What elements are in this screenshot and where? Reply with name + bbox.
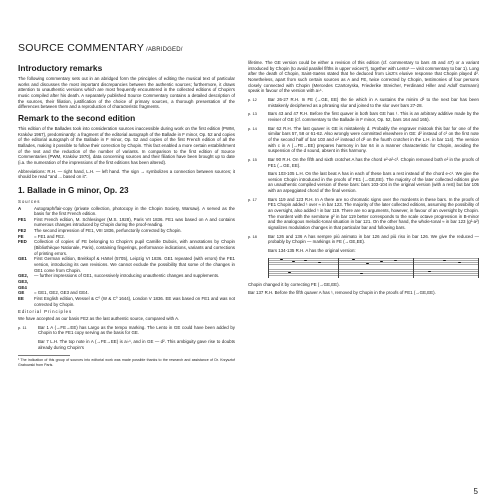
- source-key: A: [18, 205, 22, 211]
- entry-text: Bar 126 and 136 A has sempre più animato in bar 126 and più riso in bar 126. We give the reduced — probably by Chopin — markings in FE (→GE,EE).: [268, 233, 479, 245]
- ballade-heading: 1. Ballade in G minor, Op. 23: [18, 185, 129, 195]
- music-caption: Chopin changed it by correcting FE (→GE,EE).: [248, 281, 340, 287]
- source-text: Autograph/fair-copy (private collection, photocopy in the Chopin Society, Warsaw). A served as the basis for the first French edition.: [34, 205, 235, 217]
- commentary-entry: [248, 171, 479, 194]
- source-key: GE2, GE3, GE4: [18, 273, 29, 290]
- commentary-entry: [248, 97, 479, 108]
- commentary-entry: [248, 111, 479, 122]
- intro-paragraph-2: This edition of the Ballades took into consideration sources inaccessible during work on the first edition (PWM, Kraków 1967), predominantly: a fragment of the editorial autograph of the Ballade in F minor, Op. 52 and copies of the editorial autograph of the Ballade in F minor, Op. 52 and copies of the first French edition of all the Ballades, making it possible to follow their correction by Chopin. This fact enabled a more certain establishment of the text and the reduction of the number of variants. In comparison to the first edition of Source Commentaries (PWM, Kraków 1970), data concerning sources and their filiation have been brought up to date (i.a. the numeration of the impressions of the first editions has been altered).: [18, 125, 235, 165]
- sources-list: [18, 206, 235, 308]
- footnote-rule: [18, 355, 70, 356]
- page-reference: p. 14: [248, 125, 257, 131]
- entry-text: Bar 26-27 R.H. In FE (→GE, EE) the tie which in A sustains the minim d² to the next bar has been mistakenly deciphered as a phrasing slur and joined to the slur over bars 27-28.: [268, 96, 479, 108]
- right-column: [248, 60, 479, 299]
- source-text: = FE1 and FE2.: [34, 233, 65, 239]
- source-key: EE: [18, 296, 24, 301]
- source-text: — further impressions of GE1, successively introducing unauthentic changes and supplements.: [34, 273, 220, 279]
- music-staff-treble: [268, 258, 479, 267]
- source-text: First German edition, Breitkopf & Härtel (5705), Leipzig VI 1836. GE1 repeated (with errors) the FE1 version, introducing its own revisions. We cannot exclude the possibility that some of the changes in GE1 come from Chopin.: [34, 256, 235, 273]
- title-subtitle: /ABRIDGED/: [144, 47, 183, 53]
- right-intro-paragraph: lifetime. The GE version could be either a revision of this edition (cf. commentary to bars 45 and 47) or a variant introduced by Chopin (to avoid parallel fifths in upper voices?), together with Lento¹ — visit commentary to bar 1). Long after the death of Chopin, Saint-Saëns stated that he deduced from Liszt's elusive response that Chopin played d². Nonetheless, apart from such certain sources as A and FE, twice corrected by Chopin, testimonies of four persons closely connected with Chopin (Mercedes Czartoryska, Friederike Streicher, Ferdinand Hiller and Adolf Gutmann) speak in favour of the version with a♭¹.: [248, 60, 479, 94]
- source-key: GE: [18, 290, 25, 296]
- entry-text: Bar 62 R.H. The last quaver is GE is mistakenly d. Probably the engraver mistook this bar for one of the similar bars 57, 58 or 61-62. Also wrongly were committed elsewhere in GE: d² instead of c² on the first note of the second half of bar 103 and e² instead of d² on the fourth crotchet in the L.H. in bar 114). The version with c in A (→FE→EE) prepares harmony in bar 64 in a manner characteristic for Chopin, avoiding the suspension of the d sound, absent in this harmony.: [268, 125, 479, 154]
- editorial-text: We have accepted as our basis FE2 as the last authentic source, compared with A.: [18, 315, 180, 321]
- commentary-entry: [18, 325, 235, 336]
- source-key: FED: [18, 239, 27, 245]
- source-key: FE2: [18, 228, 27, 234]
- source-text: First French edition, M. Schlesinger (M.S. 1928), Paris VII 1836. FE1 was based on A and contains numerous changes introduced by Chopin during the proof-reading.: [34, 216, 235, 228]
- entry-text: Bars 43 and 47 R.H. Before the first quaver in both bars GE has ♮. This is an arbitrary additive made by the reviser of GE (cf. commentary to the Ballade in F minor, Op. 52, bars 164 and 165).: [268, 111, 479, 122]
- commentary-entry: [248, 157, 479, 168]
- barline: [413, 258, 414, 278]
- bars-note-entry: [248, 248, 479, 254]
- entry-text: Bar 7 L.H. The top note in A (→FE→EE) is a♭¹, and in GE — d². This ambiguity gave rise to doubts already during Chopin's: [38, 338, 235, 350]
- music-staff-bass: [268, 269, 479, 278]
- entry-text: Bar 1 A (→FE→EE) has Largo as the tempo marking. The Lento in GE could have been added by Chopin to the FE1 copy serving as the basis for GE.: [38, 324, 235, 336]
- commentary-entry: [248, 234, 479, 245]
- source-row: [18, 206, 235, 217]
- page-reference: p. 15: [248, 156, 257, 162]
- footnote: ¹ The indication of this group of sources into editorial work was made possible thanks to the research and assistance of Dr. Krzysztof Grabowski from Paris.: [18, 358, 235, 367]
- bars-note: Bars 134-135 R.H. A has the original version:: [268, 248, 356, 254]
- remark-heading: Remark to the second edition: [18, 112, 136, 123]
- source-row: [18, 217, 235, 228]
- source-text: = GE1, GE2, GE3 and GE4.: [34, 290, 89, 296]
- page-reference: p. 18: [248, 233, 257, 239]
- source-row: [18, 296, 235, 307]
- title-main: SOURCE COMMENTARY: [18, 42, 145, 54]
- intro-paragraph-1: The following commentary sets out in an abridged form the principles of editing the musical text of particular works and discusses the most important discrepancies between the authentic sources; furthermore, it draws attention to unauthentic versions which are most frequently encountered in the collected editions of Chopin's music compiled after his death. A separately published Source Commentary contains a detailed description of the sources, their filiation, justification of the choice of primary sources, a thorough presentation of the differences between them and a reproduction of characteristic fragments.: [18, 76, 235, 110]
- page-reference: p. 17: [248, 196, 257, 202]
- page-title: [18, 42, 183, 54]
- editorial-label: Editorial Principles: [18, 309, 73, 315]
- barline: [338, 258, 339, 278]
- page-reference: p. 12: [248, 96, 257, 102]
- entries-right: [248, 97, 479, 245]
- entry-text: Bars 119 and 123 R.H. In A there are no chromatic signs over the mordents in these bars. In the proofs of FE1 Chopin added ♮ over ≈ in bar 123. The majority of the later collected editions, assuming the possibility of an oversight, also added ♮ in bar 119. There are no arguments, however, in favour of an oversight by Chopin. The mordent with the semitone g² in bar 119 better corresponds to the scale octave progression in B-minor and the analogous melodic-tonal situation in bar 121. On the other hand, the whole-tonal ≈ in bar 123 (g²-a²) signalizes modulation changes in that particular bar and following bars.: [268, 196, 479, 231]
- left-column: [18, 60, 235, 367]
- music-example: [268, 257, 479, 279]
- entry-text: Bar 90 R.H. On the fifth and sixth crotchet A has the chord e²-a²-c³. Chopin removed both e² in the proofs of FE1 (→GE, EE).: [268, 156, 479, 168]
- source-key: FE1: [18, 216, 27, 222]
- source-text: Collection of copies of FE belonging to Chopin's pupil Camille Dubois, with annotations by Chopin (Bibliothèque Nationale, Paris), containing fingerings, performance indications, variants and corrections of printing errors.: [34, 239, 235, 256]
- commentary-entry: [248, 197, 479, 231]
- source-text: The second impression of FE1, VIII 1836, perfunctorily corrected by Chopin.: [34, 228, 182, 234]
- source-row: [18, 256, 235, 273]
- entry-text: Bars 103-105 L.H. On the last beat A has in each of these bars a rest instead of the chord e-c¹. We give the version Chopin introduced in the proofs of FE1 (→GE,EE). The majority of the later collected editions give an unauthentic compiled version of these bars: bars 103-104 in the original version (with a rest) but bar 105 with an arpeggiated chord of the final version.: [268, 171, 479, 194]
- barline: [478, 258, 479, 278]
- source-row: [18, 273, 235, 290]
- source-key: GE1: [18, 256, 27, 262]
- barline: [268, 258, 269, 278]
- intro-heading: Introductory remarks: [18, 63, 103, 73]
- last-entry: Bar 137 R.H. Before the fifth quaver A has ♮, removed by Chopin in the proofs of FE1 (→GE,EE).: [248, 290, 436, 296]
- page-reference: p. 11: [18, 324, 27, 330]
- intro-paragraph-3: Abbreviations: R.H. — right hand, L.H. — left hand. The sign → symbolizes a connection between sources; it should be read "and ... based on it".: [18, 168, 235, 180]
- page-reference: p. 13: [248, 111, 257, 117]
- source-text: First English edition, Wessel & Cº (W & Cº 1644), London V 1836. EE was based on FE1 and was not corrected by Chopin.: [34, 296, 235, 307]
- page-number: 5: [473, 487, 478, 496]
- commentary-entry: [248, 126, 479, 154]
- sources-label: Sources: [18, 198, 41, 204]
- commentary-entry: [18, 339, 235, 350]
- source-row: [18, 239, 235, 256]
- source-key: FE: [18, 233, 24, 239]
- entries-left: [18, 325, 235, 351]
